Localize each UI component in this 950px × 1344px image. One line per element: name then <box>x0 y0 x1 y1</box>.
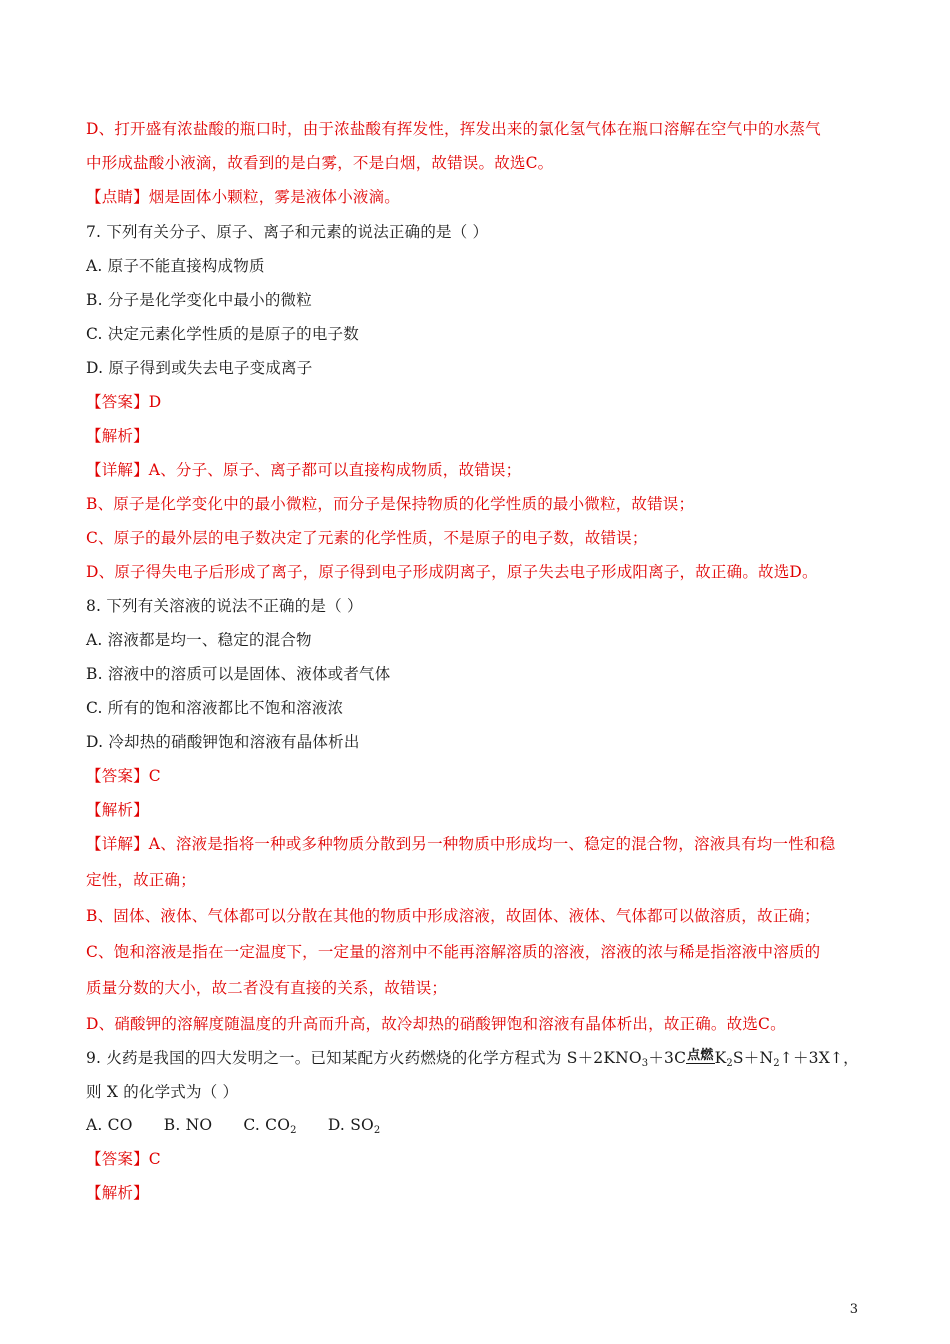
option-d: D. $SO_2$ <box>327 1116 381 1136</box>
option-d: D. 原子得到或失去电子变成离子 <box>86 359 313 377</box>
analysis-label: 【解析】 <box>86 427 149 445</box>
option-a: A. 原子不能直接构成物质 <box>86 257 265 275</box>
option-b: B. 溶液中的溶质可以是固体、液体或者气体 <box>86 665 391 683</box>
option-b: B. 分子是化学变化中最小的微粒 <box>86 291 312 309</box>
subscript: 2 <box>773 1058 780 1069</box>
option-c: C. $CO_2$ <box>243 1116 297 1136</box>
explanation-line: D、原子得失电子后形成了离子，原子得到电子形成阴离子，原子失去电子形成阳离子，故正确。故选D。 <box>86 563 818 581</box>
explanation-line: B、固体、液体、气体都可以分散在其他的物质中形成溶液，故固体、液体、气体都可以做溶质，故正确； <box>86 907 820 925</box>
option-d: D. 冷却热的硝酸钾饱和溶液有晶体析出 <box>86 733 360 751</box>
equation-text: ＋3C <box>648 1049 687 1067</box>
equation-text: 9. 火药是我国的四大发明之一。已知某配方火药燃烧的化学方程式为 S＋2KNO <box>86 1049 642 1067</box>
explanation-line: B、原子是化学变化中的最小微粒，而分子是保持物质的化学性质的最小微粒，故错误； <box>86 495 695 513</box>
page-number: 3 <box>849 1302 858 1317</box>
explanation-line: 【详解】A、分子、原子、离子都可以直接构成物质，故错误； <box>86 461 522 479</box>
subscript: 3 <box>641 1058 649 1069</box>
equation-text: K <box>714 1049 727 1067</box>
explanation-line: C、原子的最外层的电子数决定了元素的化学性质，不是原子的电子数，故错误； <box>86 529 648 547</box>
explanation-line: 【详解】A、溶液是指将一种或多种物质分散到另一种物质中形成均一、稳定的混合物，溶液具有均一性和稳 <box>86 835 836 853</box>
answer-label: 【答案】C <box>86 767 161 785</box>
answer-label: 【答案】D <box>86 393 162 411</box>
explanation-line: C、饱和溶液是指在一定温度下，一定量的溶剂中不能再溶解溶质的溶液，溶液的浓与稀是指溶液中溶质的 <box>86 943 821 961</box>
explanation-line: D、硝酸钾的溶解度随温度的升高而升高，故冷却热的硝酸钾饱和溶液有晶体析出，故正确。故选C。 <box>86 1015 786 1033</box>
explanation-line: 中形成盐酸小液滴，故看到的是白雾，不是白烟，故错误。故选C。 <box>86 154 554 172</box>
question-7: 7. 下列有关分子、原子、离子和元素的说法正确的是（ ） <box>86 223 489 241</box>
subscript: 2 <box>726 1058 733 1069</box>
explanation-line: D、打开盛有浓盐酸的瓶口时，由于浓盐酸有挥发性，挥发出来的氯化氢气体在瓶口溶解在空气中的水蒸气 <box>86 120 821 138</box>
answer-label: 【答案】C <box>86 1150 161 1168</box>
explanation-line: 质量分数的大小，故二者没有直接的关系，故错误； <box>86 979 448 997</box>
question-9 <box>86 1047 872 1075</box>
option-c: C. 决定元素化学性质的是原子的电子数 <box>86 325 359 343</box>
analysis-label: 【解析】 <box>86 1184 149 1202</box>
equation-text: ↑＋3X↑， <box>779 1049 859 1067</box>
explanation-line: 定性，故正确； <box>86 871 196 889</box>
reaction-condition: 点燃 <box>687 1048 714 1063</box>
option-b: B. NO <box>163 1116 213 1134</box>
option-a: A. CO <box>86 1116 133 1134</box>
question-8: 8. 下列有关溶液的说法不正确的是（ ） <box>86 597 363 615</box>
options-row <box>86 1114 872 1142</box>
tip-line: 【点睛】烟是固体小颗粒，雾是液体小液滴。 <box>86 188 401 206</box>
question-9-continued: 则 X 的化学式为（ ） <box>86 1083 239 1101</box>
option-c: C. 所有的饱和溶液都比不饱和溶液浓 <box>86 699 344 717</box>
analysis-label: 【解析】 <box>86 801 149 819</box>
equation-text: S＋N <box>732 1049 774 1067</box>
option-a: A. 溶液都是均一、稳定的混合物 <box>86 631 312 649</box>
